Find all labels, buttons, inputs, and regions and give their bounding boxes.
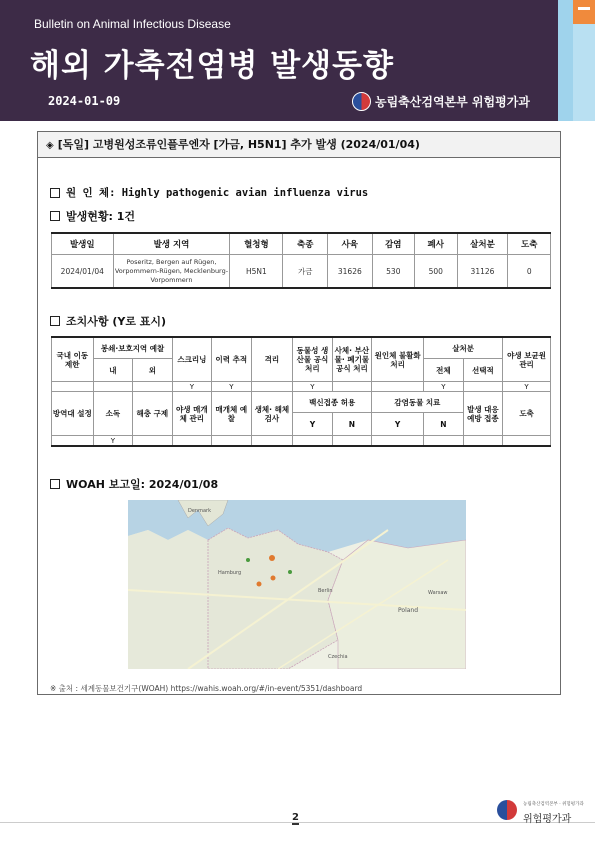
v-quarantine	[251, 382, 293, 392]
map-svg	[128, 500, 466, 669]
v-vaccine-y	[293, 436, 333, 447]
map-label-poland: Poland	[398, 607, 419, 614]
v-vector-watch	[212, 436, 252, 447]
accent-block-light	[573, 24, 595, 121]
h-treatment: 감염동물 치료	[372, 392, 463, 413]
bulletin-label: Bulletin on Animal Infectious Disease	[34, 17, 231, 31]
report-title	[38, 132, 560, 158]
v-slaughter	[503, 436, 551, 447]
poland-shape	[328, 540, 466, 669]
col-infected: 감염	[372, 233, 414, 255]
v-treatment-y	[372, 436, 424, 447]
h-screening: 스크리닝	[172, 337, 212, 382]
table-header-row	[52, 233, 551, 255]
h-culling-all: 전체	[424, 359, 464, 382]
measures-value-row-2	[52, 436, 551, 447]
cell-culled: 31126	[457, 255, 508, 289]
accent-block-orange	[573, 0, 595, 24]
h-vaccine-n: N	[332, 413, 372, 436]
pathogen-text: 원 인 체: Highly pathogenic avian influenza virus	[66, 187, 369, 199]
footer-org-small: 농림축산검역본부 · 위험평가과	[523, 802, 584, 807]
woah-text: WOAH 보고일: 2024/01/08	[66, 478, 219, 491]
outbreak-marker-green[interactable]	[288, 570, 292, 574]
v-slaughter-exam	[251, 436, 293, 447]
issue-date: 2024-01-09	[48, 94, 121, 108]
h-culling: 살처분	[424, 337, 503, 359]
map-label-czechia: Czechia	[328, 654, 348, 660]
v-wild-vector	[172, 436, 212, 447]
outbreak-table	[51, 232, 551, 289]
v-products: Y	[293, 382, 333, 392]
map-label-berlin: Berlin	[318, 588, 333, 594]
status-line	[50, 208, 135, 224]
v-pest	[133, 436, 173, 447]
col-dead: 폐사	[415, 233, 457, 255]
measures-header-row-1a	[52, 337, 551, 359]
v-cordon	[52, 436, 94, 447]
h-treatment-n: N	[424, 413, 464, 436]
checkbox-icon	[50, 211, 60, 221]
cell-serotype: H5N1	[230, 255, 283, 289]
page-number: 2	[292, 812, 299, 823]
h-zone-out: 외	[133, 359, 173, 382]
col-region: 발생 지역	[113, 233, 230, 255]
outbreak-marker-green[interactable]	[246, 558, 250, 562]
h-slaughter: 도축	[503, 392, 551, 436]
woah-line	[50, 476, 218, 492]
h-pest: 해충 구제	[133, 392, 173, 436]
org-name: 농림축산검역본부 위험평가과	[375, 95, 530, 109]
measures-value-row-1	[52, 382, 551, 392]
outbreak-marker[interactable]	[257, 582, 262, 587]
west-land-shape	[128, 530, 208, 669]
h-wildlife: 야생 보균원 관리	[503, 337, 551, 382]
cell-infected: 530	[372, 255, 414, 289]
h-vaccine-y: Y	[293, 413, 333, 436]
source-note: ※ 출처 : 세계동물보건기구(WOAH) https://wahis.woah.org/#/in-event/5351/dashboard	[50, 684, 363, 693]
checkbox-icon	[50, 479, 60, 489]
v-disinfect: Y	[93, 436, 133, 447]
h-cordon: 방역대 설정	[52, 392, 94, 436]
checkbox-icon	[50, 316, 60, 326]
accent-mark	[578, 7, 590, 10]
v-carcass	[332, 382, 372, 392]
map-label-denmark: Denmark	[188, 508, 211, 514]
h-slaughter-exam: 생체· 해체 검사	[251, 392, 293, 436]
measures-header-row-2a	[52, 392, 551, 413]
h-vector-watch: 매개체 예찰	[212, 392, 252, 436]
v-domestic	[52, 382, 94, 392]
outbreak-marker[interactable]	[271, 576, 276, 581]
col-raised: 사육	[328, 233, 373, 255]
org-block	[352, 92, 530, 111]
h-treatment-y: Y	[372, 413, 424, 436]
h-quarantine: 격리	[251, 337, 293, 382]
h-culling-selective: 선택적	[463, 359, 503, 382]
v-prevent	[463, 436, 503, 447]
map-label-warsaw: Warsaw	[428, 590, 448, 596]
h-vaccine: 백신접종 허용	[293, 392, 372, 413]
v-culling-all: Y	[424, 382, 464, 392]
h-prevent: 발생 대응 예방 접종	[463, 392, 503, 436]
header-banner	[0, 0, 558, 121]
cell-date: 2024/01/04	[52, 255, 114, 289]
v-inactivation	[372, 382, 424, 392]
measures-heading	[50, 313, 166, 329]
measures-table	[51, 336, 551, 447]
cell-region: Poseritz, Bergen auf Rügen, Vorpommern-Rügen, Mecklenburg-Vorpommern	[113, 255, 230, 289]
footer-logo-icon	[497, 800, 517, 820]
h-wild-vector: 야생 매개체 관리	[172, 392, 212, 436]
table-row	[52, 255, 551, 289]
v-treatment-n	[424, 436, 464, 447]
h-carcass: 사체· 부산물· 폐기물 공식 처리	[332, 337, 372, 382]
pathogen-line	[50, 185, 368, 200]
outbreak-marker[interactable]	[269, 555, 275, 561]
footer-org-main: 위험평가과	[523, 814, 572, 825]
h-disinfect: 소독	[93, 392, 133, 436]
h-domestic: 국내 이동 제한	[52, 337, 94, 382]
v-culling-selective	[463, 382, 503, 392]
h-zone-in: 내	[93, 359, 133, 382]
map-label-hamburg: Hamburg	[218, 570, 242, 576]
checkbox-icon	[50, 188, 60, 198]
outbreak-map[interactable]	[128, 500, 466, 669]
cell-dead: 500	[415, 255, 457, 289]
v-trace: Y	[212, 382, 252, 392]
status-text: 발생현황: 1건	[66, 210, 136, 223]
cell-raised: 31626	[328, 255, 373, 289]
report-box	[37, 131, 561, 695]
v-vaccine-n	[332, 436, 372, 447]
page-title: 해외 가축전염병 발생동향	[30, 48, 394, 84]
v-wildlife: Y	[503, 382, 551, 392]
h-products: 동물성 생산물 공식 처리	[293, 337, 333, 382]
col-serotype: 혈청형	[230, 233, 283, 255]
h-trace: 이력 추적	[212, 337, 252, 382]
h-zone: 봉쇄·보호지역 예찰	[93, 337, 172, 359]
cell-slaughtered: 0	[508, 255, 551, 289]
v-zone-out	[133, 382, 173, 392]
col-slaughtered: 도축	[508, 233, 551, 255]
diamond-icon: ◈	[46, 140, 54, 151]
report-title-text: [독일] 고병원성조류인플루엔자 [가금, H5N1] 추가 발생 (2024/01/04)	[57, 138, 420, 151]
government-logo-icon	[352, 92, 371, 111]
v-zone-in	[93, 382, 133, 392]
col-culled: 살처분	[457, 233, 508, 255]
col-date: 발생일	[52, 233, 114, 255]
col-species: 축종	[283, 233, 328, 255]
v-screening: Y	[172, 382, 212, 392]
measures-heading-text: 조치사항 (Y로 표시)	[66, 315, 167, 328]
h-inactivation: 원인체 불활화 처리	[372, 337, 424, 382]
cell-species: 가금	[283, 255, 328, 289]
